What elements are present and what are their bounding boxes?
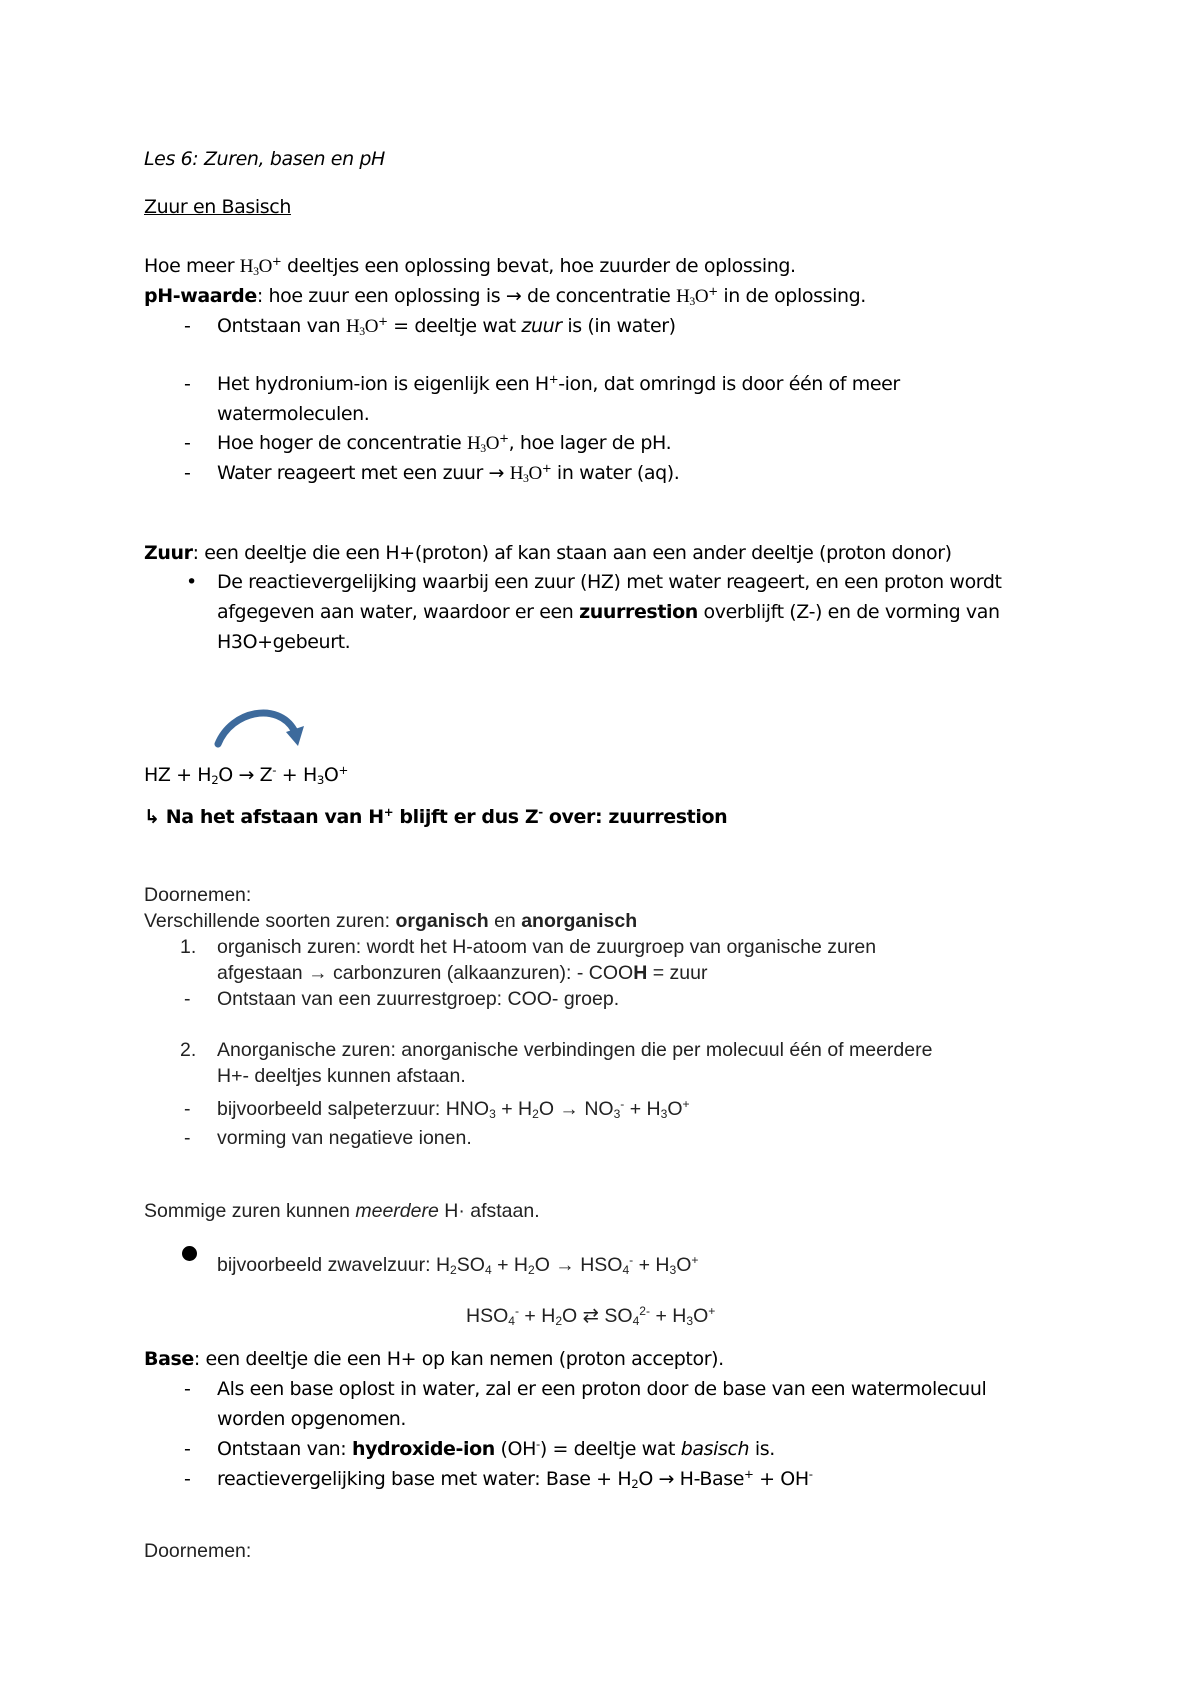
ph-definition: pH-waarde: hoe zuur een oplossing is → de concentratie $H_3O^+$ in de oplossing. <box>144 283 866 308</box>
list-marker: - <box>184 432 191 454</box>
list-marker: - <box>184 1127 191 1149</box>
list-marker: - <box>184 1378 191 1400</box>
zwavelzuur-equation: bijvoorbeeld zwavelzuur: $H_2SO_4 + H_2O \to HSO_4^- + H_3O^+$ <box>217 1252 699 1278</box>
soorten-line: Verschillende soorten zuren: organisch en anorganisch <box>144 910 638 932</box>
zuur-definition: Zuur: een deeltje die een H+(proton) af kan staan aan een ander deeltje (proton donor) <box>144 542 952 564</box>
list-item: bijvoorbeeld salpeterzuur: $HNO_3 + H_2O \to NO_3^- + H_3O^+$ <box>217 1096 690 1122</box>
list-item-continuation: H3O+gebeurt. <box>217 631 351 653</box>
base-definition: Base: een deeltje die een H+ op kan nemen (proton acceptor). <box>144 1348 724 1370</box>
list-item: Ontstaan van $H_3O^+$ = deeltje wat zuur is (in water) <box>217 313 676 338</box>
list-marker: - <box>184 1468 191 1490</box>
list-marker: - <box>184 988 191 1010</box>
list-item-continuation: worden opgenomen. <box>217 1408 407 1430</box>
list-item: De reactievergelijking waarbij een zuur (HZ) met water reageert, en een proton wordt <box>217 571 1002 593</box>
list-item-continuation: watermoleculen. <box>217 403 370 425</box>
list-item: organisch zuren: wordt het H-atoom van de zuurgroep van organische zuren <box>217 936 877 958</box>
list-item: Anorganische zuren: anorganische verbindingen die per molecuul één of meerdere <box>217 1039 933 1061</box>
list-number: 1. <box>180 936 197 958</box>
list-item: reactievergelijking base met water: Base + $H_2O$ → H-Base+ + OH- <box>217 1466 813 1491</box>
doornemen-label: Doornemen: <box>144 884 252 906</box>
meerdere-line: Sommige zuren kunnen meerdere H· afstaan. <box>144 1200 540 1222</box>
section-heading: Zuur en Basisch <box>144 196 291 218</box>
list-item: Ontstaan van een zuurrestgroep: COO- groep. <box>217 988 620 1010</box>
list-item: vorming van negatieve ionen. <box>217 1127 472 1149</box>
list-number: 2. <box>180 1039 197 1061</box>
list-marker: - <box>184 462 191 484</box>
hso4-equilibrium-equation: $HSO_4^- + H_2O$ ⇄ $SO_4^{2-} + H_3O^+$ <box>466 1303 716 1329</box>
list-item: Het hydronium-ion is eigenlijk een H+-ion, dat omringd is door één of meer <box>217 371 900 395</box>
list-marker: - <box>184 1438 191 1460</box>
list-marker: - <box>184 373 191 395</box>
bullet-dot-icon <box>182 1246 197 1261</box>
list-item-continuation: afgestaan → carbonzuren (alkaanzuren): - COOH = zuur <box>217 962 708 984</box>
page-title: Les 6: Zuren, basen en pH <box>144 148 385 170</box>
list-item-continuation: H+- deeltjes kunnen afstaan. <box>217 1065 466 1087</box>
reaction-equation: HZ + $H_2O \to Z^- + H_3O^+$ <box>144 762 348 787</box>
note-line: ↳ Na het afstaan van H+ blijft er dus Z- over: zuurrestion <box>144 804 728 828</box>
intro-line: Hoe meer $H_3O^+$ deeltjes een oplossing bevat, hoe zuurder de oplossing. <box>144 253 796 278</box>
list-item: Hoe hoger de concentratie $H_3O^+$, hoe lager de pH. <box>217 430 672 455</box>
list-item: Water reageert met een zuur → $H_3O^+$ in water (aq). <box>217 460 680 485</box>
curved-arrow-icon <box>210 702 310 752</box>
list-item-continuation: afgegeven aan water, waardoor er een zuurrestion overblijft (Z-) en de vorming van <box>217 601 1000 623</box>
list-item: Als een base oplost in water, zal er een proton door de base van een watermolecuul <box>217 1378 987 1400</box>
list-item: Ontstaan van: hydroxide-ion (OH-) = deeltje wat basisch is. <box>217 1436 775 1460</box>
list-marker: - <box>184 315 191 337</box>
doornemen-label: Doornemen: <box>144 1540 252 1562</box>
list-marker: - <box>184 1098 191 1120</box>
bullet-marker: • <box>186 571 197 593</box>
